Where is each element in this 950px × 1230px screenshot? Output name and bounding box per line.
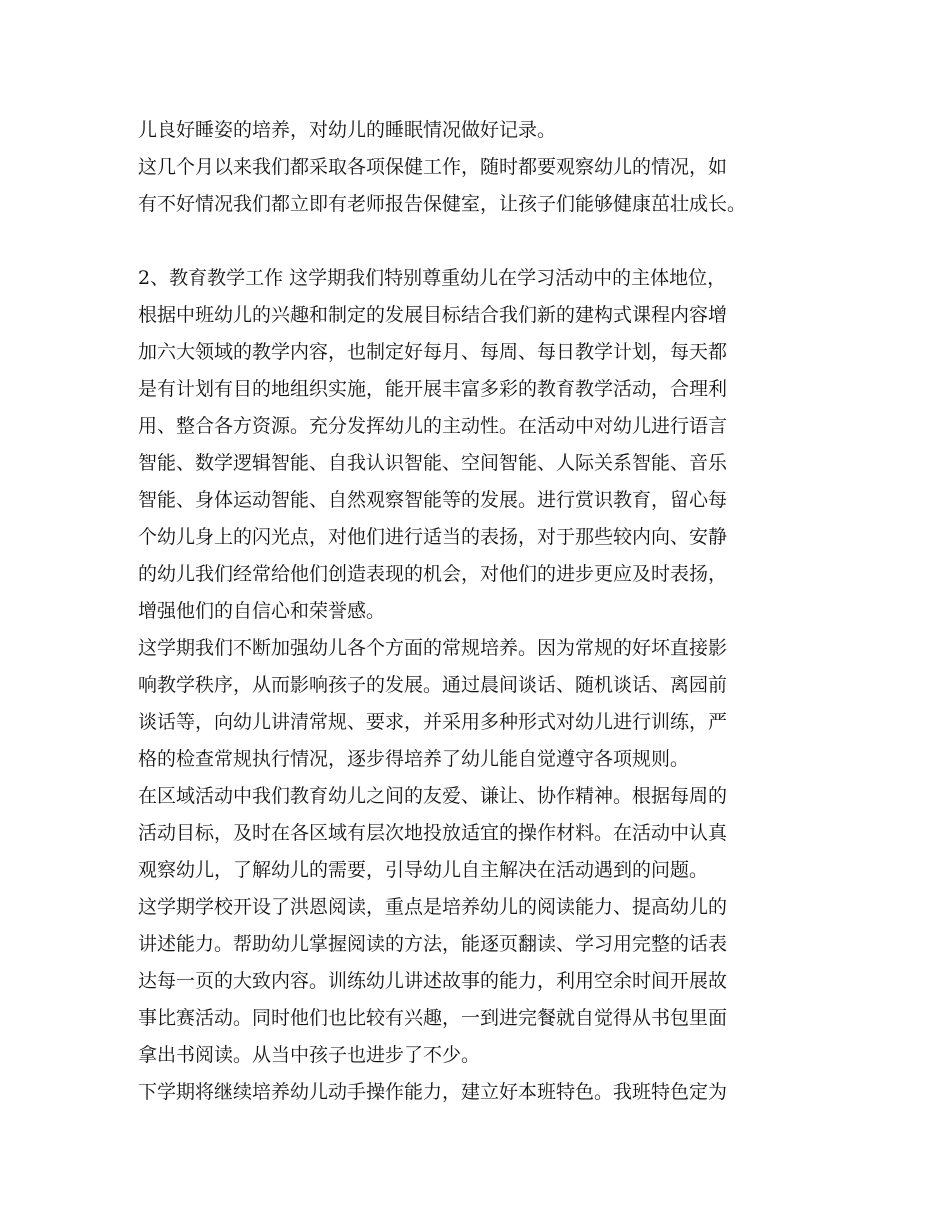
- text-line: 这学期学校开设了洪恩阅读，重点是培养幼儿的阅读能力、提高幼儿的: [138, 896, 728, 918]
- text-line: 加六大领域的教学内容，也制定好每月、每周、每日教学计划，每天都: [138, 341, 728, 363]
- text-line: 谈话等，向幼儿讲清常规、要求，并采用多种形式对幼儿进行训练，严: [138, 711, 728, 733]
- text-line: 下学期将继续培养幼儿动手操作能力，建立好本班特色。我班特色定为: [138, 1081, 728, 1103]
- blank-line: [138, 223, 838, 260]
- body-text: [138, 112, 838, 1111]
- text-line: 根据中班幼儿的兴趣和制定的发展目标结合我们新的建构式课程内容增: [138, 304, 728, 326]
- text-line: 观察幼儿，了解幼儿的需要，引导幼儿自主解决在活动遇到的问题。: [138, 859, 709, 881]
- text-line: 响教学秩序，从而影响孩子的发展。通过晨间谈话、随机谈话、离园前: [138, 674, 728, 696]
- text-line: 事比赛活动。同时他们也比较有兴趣，一到进完餐就自觉得从书包里面: [138, 1007, 728, 1029]
- text-line: 智能、身体运动智能、自然观察智能等的发展。进行赏识教育，留心每: [138, 489, 728, 511]
- text-line: 是有计划有目的地组织实施，能开展丰富多彩的教育教学活动，合理利: [138, 378, 728, 400]
- text-line: 这几个月以来我们都采取各项保健工作，随时都要观察幼儿的情况，如: [138, 156, 728, 178]
- section-heading-line: 2、教育教学工作 这学期我们特别尊重幼儿在学习活动中的主体地位，: [138, 267, 727, 289]
- text-line: 格的检查常规执行情况，逐步得培养了幼儿能自觉遵守各项规则。: [138, 748, 690, 770]
- text-line: 讲述能力。帮助幼儿掌握阅读的方法，能逐页翻读、学习用完整的话表: [138, 933, 728, 955]
- text-line: 的幼儿我们经常给他们创造表现的机会，对他们的进步更应及时表扬，: [138, 563, 728, 585]
- text-line: 达每一页的大致内容。训练幼儿讲述故事的能力，利用空余时间开展故: [138, 970, 728, 992]
- text-line: 活动目标，及时在各区域有层次地投放适宜的操作材料。在活动中认真: [138, 822, 728, 844]
- text-line: 在区域活动中我们教育幼儿之间的友爱、谦让、协作精神。根据每周的: [138, 785, 728, 807]
- text-line: 有不好情况我们都立即有老师报告保健室，让孩子们能够健康茁壮成长。: [138, 193, 747, 215]
- text-line: 这学期我们不断加强幼儿各个方面的常规培养。因为常规的好坏直接影: [138, 637, 728, 659]
- text-line: 用、整合各方资源。充分发挥幼儿的主动性。在活动中对幼儿进行语言: [138, 415, 728, 437]
- text-line: 个幼儿身上的闪光点，对他们进行适当的表扬，对于那些较内向、安静: [138, 526, 728, 548]
- text-line: 智能、数学逻辑智能、自我认识智能、空间智能、人际关系智能、音乐: [138, 452, 728, 474]
- text-line: 增强他们的自信心和荣誉感。: [138, 600, 386, 622]
- text-line: 拿出书阅读。从当中孩子也进步了不少。: [138, 1044, 481, 1066]
- text-line: 儿良好睡姿的培养，对幼儿的睡眠情况做好记录。: [138, 119, 557, 141]
